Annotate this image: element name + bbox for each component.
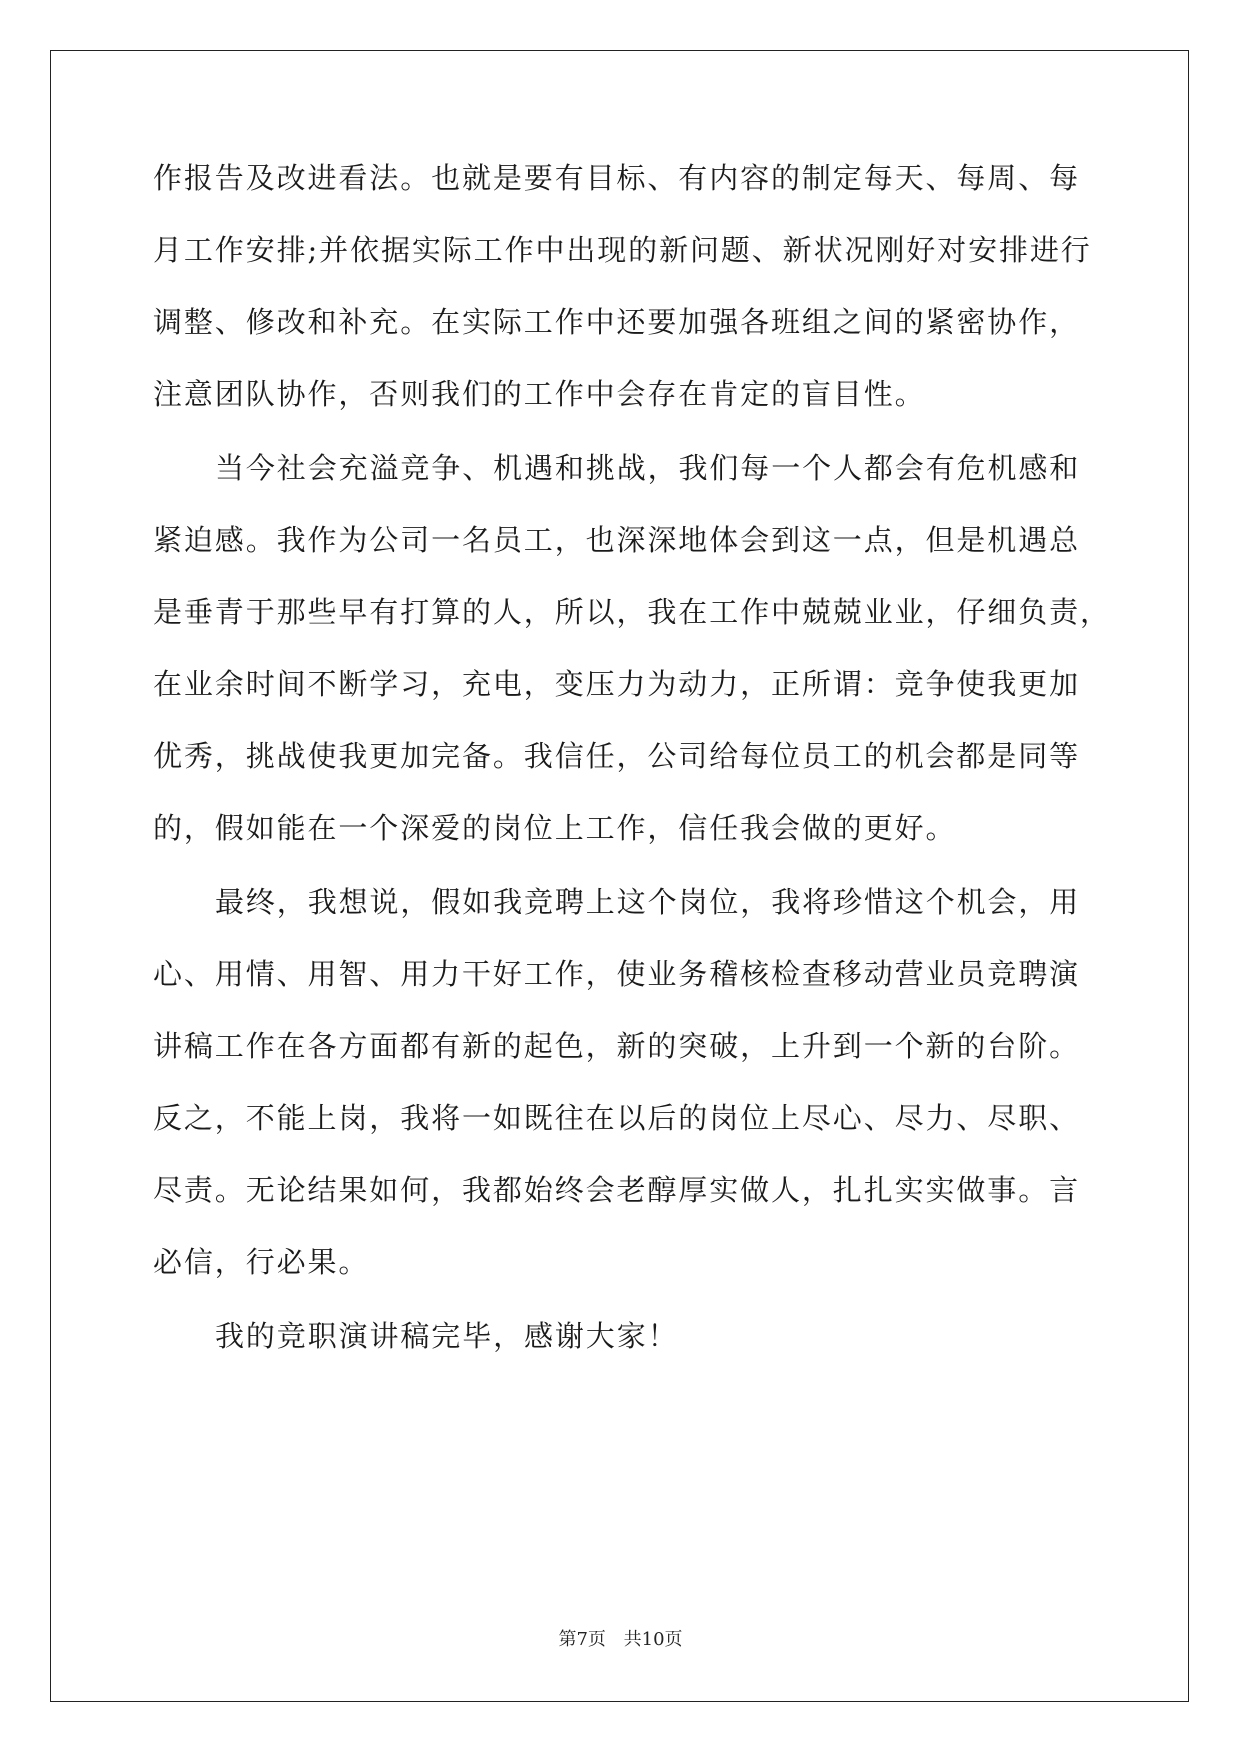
text-line: 紧迫感。我作为公司一名员工，也深深地体会到这一点，但是机遇总 [153,523,1081,557]
text-line: 尽责。无论结果如何，我都始终会老醇厚实做人，扎扎实实做事。言 [153,1173,1081,1207]
page-total: 共10页 [623,1629,683,1650]
text-line: 月工作安排;并依据实际工作中出现的新问题、新状况刚好对安排进行 [153,233,1092,267]
page-border [50,50,1189,1702]
text-line: 反之，不能上岗，我将一如既往在以后的岗位上尽心、尽力、尽职、 [153,1101,1081,1135]
page-number: 第7页 [558,1629,606,1650]
paragraph-first-line: 当今社会充溢竞争、机遇和挑战，我们每一个人都会有危机感和 [215,451,1081,485]
page-footer [0,1625,1241,1651]
text-line: 调整、修改和补充。在实际工作中还要加强各班组之间的紧密协作， [153,305,1081,339]
text-line: 在业余时间不断学习，充电，变压力为动力，正所谓：竞争使我更加 [153,667,1081,701]
paragraph-first-line: 最终，我想说，假如我竞聘上这个岗位，我将珍惜这个机会，用 [215,885,1081,919]
text-line: 优秀，挑战使我更加完备。我信任，公司给每位员工的机会都是同等 [153,739,1081,773]
paragraph-first-line: 我的竞职演讲稿完毕，感谢大家！ [215,1319,679,1353]
text-line: 必信，行必果。 [153,1245,370,1279]
text-line: 作报告及改进看法。也就是要有目标、有内容的制定每天、每周、每 [153,161,1081,195]
text-line: 注意团队协作，否则我们的工作中会存在肯定的盲目性。 [153,377,926,411]
text-line: 是垂青于那些早有打算的人，所以，我在工作中兢兢业业，仔细负责， [153,595,1111,629]
text-line: 讲稿工作在各方面都有新的起色，新的突破，上升到一个新的台阶。 [153,1029,1081,1063]
text-line: 的，假如能在一个深爱的岗位上工作，信任我会做的更好。 [153,811,957,845]
text-line: 心、用情、用智、用力干好工作，使业务稽核检查移动营业员竞聘演 [153,957,1081,991]
